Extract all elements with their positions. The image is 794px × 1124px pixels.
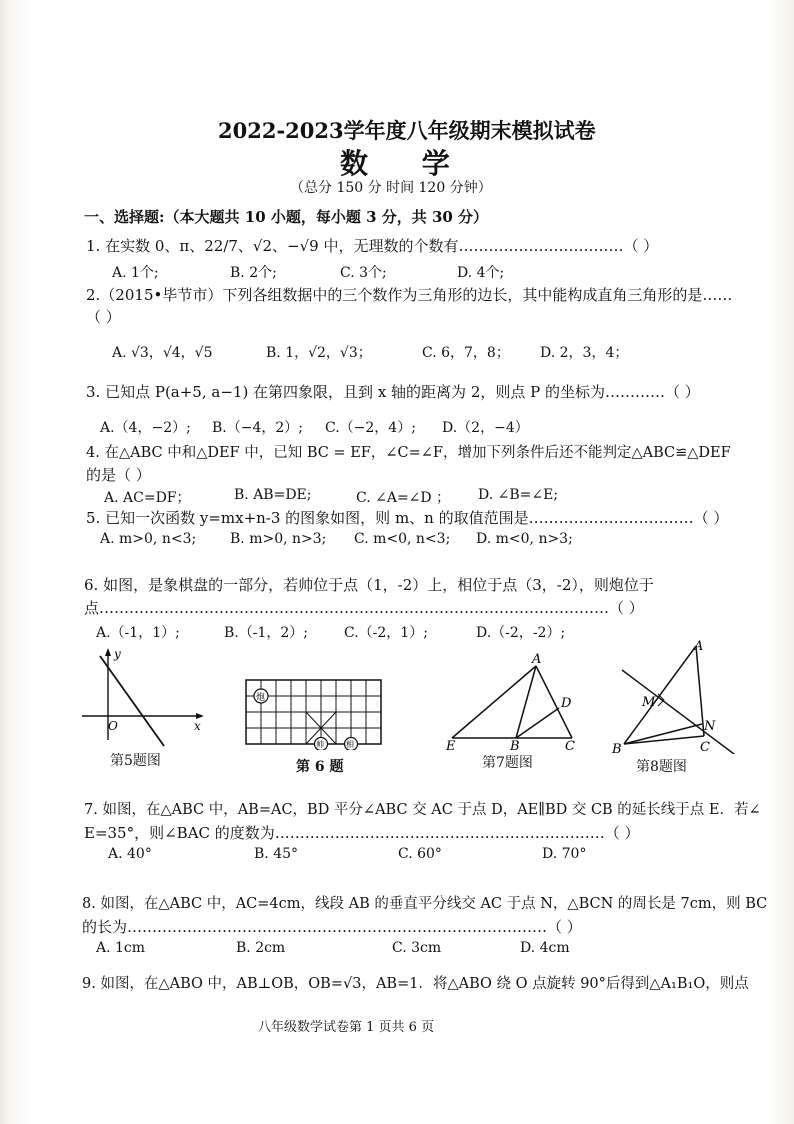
figure-8-caption: 第8题图 (636, 759, 687, 775)
figure-5-caption: 第5题图 (110, 753, 161, 769)
option-d[interactable]: D.（-2，-2）; (476, 625, 566, 641)
question-8-stem-cont: 的长为…………………………………………………………………………（ ） (82, 918, 582, 936)
exam-title: 2022-2023学年度八年级期末模拟试卷 (218, 118, 596, 143)
option-b[interactable]: B. m>0, n>3; (230, 531, 327, 547)
exam-info: （总分 150 分 时间 120 分钟） (290, 180, 492, 196)
figure-6-chessboard (244, 678, 384, 750)
option-c[interactable]: C. 6，7，8； (422, 345, 510, 361)
question-7-stem-cont: E=35°，则∠BAC 的度数为…………………………………………………………（ ） (84, 824, 640, 842)
question-1-stem: 1. 在实数 0、π、22/7、√2、−√9 中，无理数的个数有……………………………（ ） (86, 237, 659, 255)
label-a: A (694, 639, 704, 654)
label-n: N (704, 719, 716, 734)
option-c[interactable]: C. m<0, n<3; (354, 531, 451, 547)
label-b: B (510, 739, 520, 752)
option-b[interactable]: B. 1，√2，√3； (266, 345, 372, 361)
option-d[interactable]: D. 70° (542, 846, 587, 862)
xiang-label: 相 (346, 740, 354, 749)
question-4-stem-cont: 的是（ ） (86, 466, 151, 484)
figure-7-caption: 第7题图 (482, 755, 533, 771)
pao-label: 炮 (256, 693, 266, 703)
question-6-stem: 6. 如图，是象棋盘的一部分，若帅位于点（1，-2）上，相位于点（3，-2），则炮位于 (84, 576, 654, 594)
label-e: E (446, 739, 456, 752)
option-d[interactable]: D.（2，−4） (442, 420, 529, 436)
option-d[interactable]: D. 4个; (457, 265, 505, 281)
option-a[interactable]: A. √3，√4，√5 (112, 345, 213, 361)
question-6-stem-cont: 点…………………………………………………………………………………………（ ） (84, 599, 644, 617)
option-b[interactable]: B. AB=DE; (234, 487, 312, 503)
option-b[interactable]: B. 45° (254, 846, 299, 862)
option-d[interactable]: D. ∠B=∠E; (478, 487, 559, 503)
option-c[interactable]: C.（−2，4）; (325, 420, 416, 436)
figure-8-triangle (610, 638, 750, 754)
label-m: M (642, 695, 656, 710)
question-3-stem: 3. 已知点 P(a+5, a−1) 在第四象限，且到 x 轴的距离为 2，则点 P 的坐标为…………（ ） (86, 383, 700, 401)
origin-label: O (108, 719, 118, 733)
option-b[interactable]: B.（−4，2）; (212, 420, 303, 436)
option-a[interactable]: A. m>0, n<3; (100, 531, 197, 547)
label-a: A (532, 652, 542, 667)
figure-6-caption: 第 6 题 (296, 759, 344, 775)
option-c[interactable]: C.（-2，1）; (344, 625, 428, 641)
y-axis-label: y (114, 648, 121, 661)
option-c[interactable]: C. 3cm (392, 940, 442, 956)
label-b: B (612, 742, 622, 754)
question-9-stem: 9. 如图，在△ABO 中，AB⊥OB，OB=√3，AB=1．将△ABO 绕 O 点旋转 90°后得到△A₁B₁O，则点 (82, 976, 749, 992)
option-b[interactable]: B. 2个; (230, 265, 277, 281)
question-7-stem: 7. 如图，在△ABC 中，AB=AC，BD 平分∠ABC 交 AC 于点 D，AE∥BD 交 CB 的延长线于点 E．若∠ (84, 802, 761, 818)
question-2-stem: 2.（2015•毕节市）下列各组数据中的三个数作为三角形的边长，其中能构成直角三角形的是…… (86, 286, 733, 304)
label-c: C (565, 739, 575, 752)
page-footer: 八年级数学试卷第 1 页共 6 页 (258, 1020, 435, 1035)
option-a[interactable]: A. 40° (108, 846, 152, 862)
label-c: C (700, 740, 710, 754)
option-d[interactable]: D. 4cm (520, 940, 570, 956)
option-a[interactable]: A. AC=DF； (104, 490, 191, 506)
option-c[interactable]: C. 3个; (340, 265, 387, 281)
subject-title: 数 学 (340, 147, 472, 180)
option-c[interactable]: C. 60° (398, 846, 442, 862)
question-2-stem-cont: （ ） (86, 308, 121, 326)
option-a[interactable]: A. 1个; (112, 265, 159, 281)
option-c[interactable]: C. ∠A=∠D ； (356, 490, 451, 506)
option-d[interactable]: D. m<0, n>3; (476, 531, 573, 547)
option-a[interactable]: A. 1cm (96, 940, 146, 956)
x-axis-label: x (194, 719, 201, 733)
option-a[interactable]: A.（-1，1）; (96, 625, 180, 641)
shuai-label: 帅 (316, 740, 324, 749)
label-d: D (561, 696, 572, 711)
question-8-stem: 8. 如图，在△ABC 中，AC=4cm，线段 AB 的垂直平分线交 AC 于点 N，△BCN 的周长是 7cm，则 BC (82, 896, 768, 912)
option-a[interactable]: A.（4，−2）; (100, 420, 191, 436)
figure-5-graph (78, 648, 208, 748)
option-b[interactable]: B.（-1，2）; (224, 625, 308, 641)
question-5-stem: 5. 已知一次函数 y=mx+n-3 的图象如图，则 m、n 的取值范围是……………………………（ ） (86, 509, 729, 527)
question-4-stem: 4. 在△ABC 中和△DEF 中，已知 BC = EF，∠C=∠F，增加下列条件后还不能判定△ABC≌△DEF (86, 445, 731, 461)
option-b[interactable]: B. 2cm (236, 940, 286, 956)
section-heading: 一、选择题:（本大题共 10 小题，每小题 3 分，共 30 分） (84, 208, 489, 226)
option-d[interactable]: D. 2，3，4； (540, 345, 629, 361)
figure-7-triangle (440, 650, 590, 752)
